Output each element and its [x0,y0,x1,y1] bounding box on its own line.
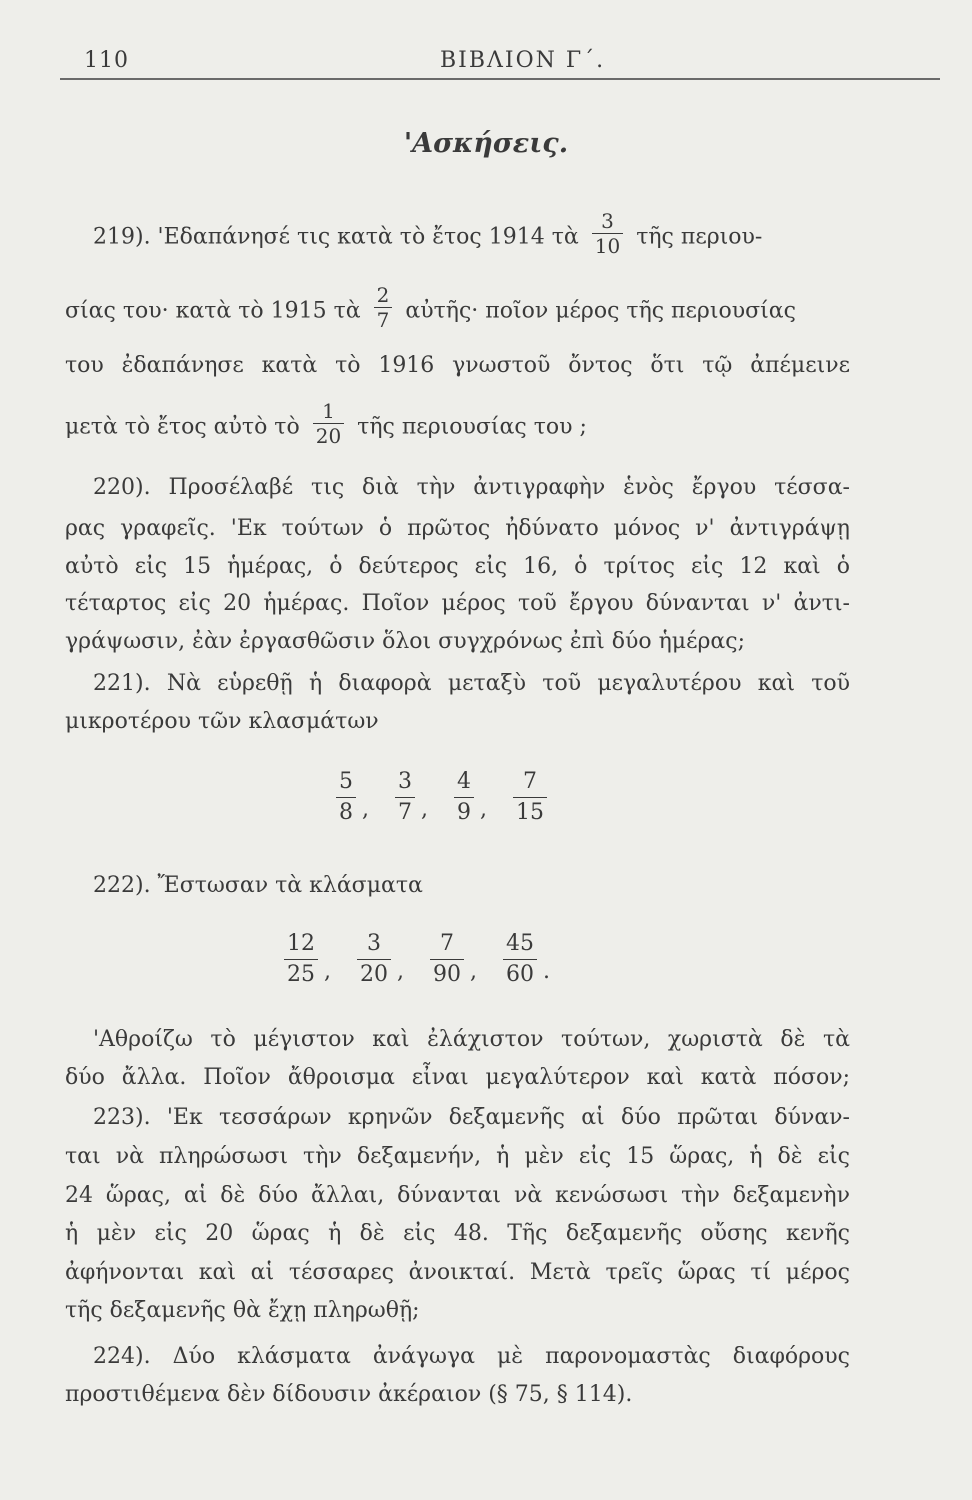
ex220-line-3: αὐτὸ εἰς 15 ἡμέρας, ὁ δεύτερος εἰς 16, ὁ τρίτος εἰς 12 καὶ ὁ [65,554,850,579]
ex222-line-2: δύο ἄλλα. Ποῖον ἄθροισμα εἶναι μεγαλύτερον καὶ κατὰ πόσον; [65,1065,850,1090]
denominator: 9 [454,797,474,827]
book-title: ΒΙΒΛΙΟΝ Γ΄. [440,48,606,73]
ex224-line-1: 224). Δύο κλάσματα ἀνάγωγα μὲ παρονομαστὰς διαφόρους [93,1344,850,1369]
numerator: 5 [339,769,353,794]
fraction [503,930,537,989]
page-header [60,48,940,76]
numerator: 1 [322,399,335,423]
separator: , [480,797,487,822]
ex219-line-3: του ἐδαπάνησε κατὰ τὸ 1916 γνωστοῦ ὄντος ὅτι τῷ ἀπέμεινε [65,353,850,378]
ex219-line-4-start: μετὰ τὸ ἔτος αὐτὸ τὸ [65,414,300,440]
ex219-line-4-end: τῆς περιουσίας του ; [357,414,587,440]
fraction [513,768,547,827]
ex221-fraction-list [332,768,551,827]
numerator: 4 [457,769,471,794]
denominator: 60 [503,959,537,989]
header-rule [60,78,940,80]
ex220-line-5: γράψωσιν, ἐὰν ἐργασθῶσιν ὅλοι συγχρόνως ἐπὶ δύο ἡμέρας; [65,629,745,654]
ex223-line-5: ἀφήνονται καὶ αἱ τέσσαρες ἀνοικταί. Μετὰ τρεῖς ὥρας τί μέρος [65,1260,850,1285]
numerator: 3 [367,931,381,956]
numerator: 3 [601,209,614,233]
fraction [284,930,318,989]
numerator: 3 [398,769,412,794]
ex224-line-2: προστιθέμενα δὲν δίδουσιν ἀκέραιον (§ 75, § 114). [65,1382,633,1407]
denominator: 20 [357,959,391,989]
separator: , [470,959,477,984]
fraction [395,768,415,827]
ex223-line-1: 223). 'Εκ τεσσάρων κρηνῶν δεξαμενῆς αἱ δύο πρῶται δύναν- [93,1105,850,1130]
fraction [454,768,474,827]
ex221-line-2: μικροτέρου τῶν κλασμάτων [65,709,379,734]
numerator: 7 [440,931,454,956]
fraction [313,400,344,447]
ex219-line-2-end: αὐτῆς· ποῖον μέρος τῆς περιουσίας [405,298,796,324]
ex223-line-2: ται νὰ πληρώσωσι τὴν δεξαμενήν, ἡ μὲν εἰς 15 ὥρας, ἡ δὲ εἰς [65,1144,850,1169]
denominator: 10 [592,233,623,257]
denominator: 15 [513,797,547,827]
denominator: 8 [336,797,356,827]
numerator: 2 [376,283,390,307]
ex220-line-2: ρας γραφεῖς. 'Εκ τούτων ὁ πρῶτος ἠδύνατο μόνος ν' ἀντιγράψῃ [65,516,850,541]
numerator: 12 [287,931,315,956]
section-title: 'Ασκήσεις. [403,128,569,159]
fraction [336,768,356,827]
ex220-line-4: τέταρτος εἰς 20 ἡμέρας. Ποῖον μέρος τοῦ ἔργου δύνανται ν' ἀντι- [65,591,850,616]
ex219-line-2 [65,283,850,335]
fraction [430,930,464,989]
ex223-line-3: 24 ὥρας, αἱ δὲ δύο ἄλλαι, δύνανται νὰ κενώσωσι τὴν δεξαμενὴν [65,1183,850,1208]
ex219-line-4 [65,399,850,451]
ex222-fraction-list [280,930,572,989]
separator: , [397,959,404,984]
page-number: 110 [84,48,129,73]
ex219-line-1-text: 219). 'Εδαπάνησέ τις κατὰ τὸ ἔτος 1914 τὰ [93,224,579,250]
numerator: 7 [523,769,537,794]
denominator: 7 [395,797,415,827]
separator: , [421,797,428,822]
separator: , [324,959,331,984]
fraction [592,210,623,257]
fraction [357,930,391,989]
ex219-line-1 [93,209,878,261]
separator: . [543,959,550,984]
denominator: 7 [374,307,393,331]
ex222-intro: 222). Ἔστωσαν τὰ κλάσματα [93,873,423,898]
numerator: 45 [506,931,534,956]
fraction [374,284,393,331]
ex223-line-4: ἡ μὲν εἰς 20 ὥρας ἡ δὲ εἰς 48. Τῆς δεξαμενῆς οὔσης κενῆς [65,1221,850,1246]
denominator: 20 [313,423,344,447]
ex222-line-1: 'Αθροίζω τὸ μέγιστον καὶ ἐλάχιστον τούτων, χωριστὰ δὲ τὰ [93,1027,850,1052]
denominator: 90 [430,959,464,989]
separator: , [362,797,369,822]
ex223-line-6: τῆς δεξαμενῆς θὰ ἔχῃ πληρωθῇ; [65,1298,420,1323]
ex220-line-1: 220). Προσέλαβέ τις διὰ τὴν ἀντιγραφὴν ἑνὸς ἔργου τέσσα- [93,475,850,500]
ex219-line-2-start: σίας του· κατὰ τὸ 1915 τὰ [65,298,361,324]
ex219-line-1-end: τῆς περιου- [636,224,763,250]
ex221-line-1: 221). Νὰ εὑρεθῇ ἡ διαφορὰ μεταξὺ τοῦ μεγαλυτέρου καὶ τοῦ [93,671,850,696]
denominator: 25 [284,959,318,989]
